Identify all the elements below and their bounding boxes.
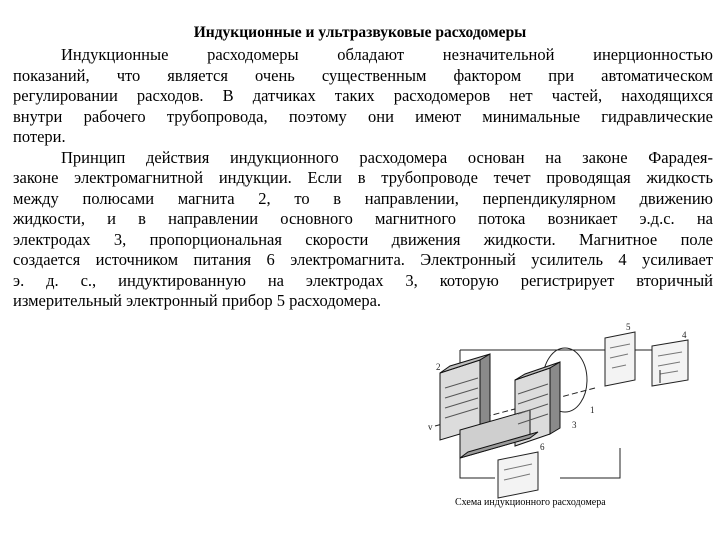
- label-3: 3: [572, 420, 577, 430]
- text-line: электродах 3, пропорциональная скорости движения жидкости. Магнитное поле: [13, 229, 713, 249]
- label-v: v: [428, 422, 433, 432]
- figure-caption: Схема индукционного расходомера: [455, 497, 606, 508]
- page-title: Индукционные и ультразвуковые расходомеры: [193, 24, 527, 41]
- text-line: Принцип действия индукционного расходомера основан на законе Фарадея-: [61, 147, 713, 167]
- label-1: 1: [590, 405, 595, 415]
- text-line: потери.: [13, 127, 66, 146]
- paragraph-1: [13, 45, 713, 148]
- paragraph-2: [13, 148, 713, 312]
- label-2: 2: [436, 362, 441, 372]
- label-5: 5: [626, 322, 631, 332]
- text-line: создается источником питания 6 электромагнита. Электронный усилитель 4 усиливает: [13, 250, 713, 269]
- label-6: 6: [540, 442, 545, 452]
- text-line: между полюсами магнита 2, то в направлении, перпендикулярном движению: [13, 188, 713, 208]
- text-line: законе электромагнитной индукции. Если в трубопроводе течет проводящая жидкость: [13, 168, 713, 187]
- body-text: [13, 45, 713, 312]
- text-line: внутри рабочего трубопровода, поэтому они имеют минимальные гидравлические: [13, 106, 713, 126]
- text-line: э. д. с., индуктированную на электродах 3, которую регистрирует вторичный: [13, 270, 713, 290]
- text-line: регулировании расходов. В датчиках таких расходомеров нет частей, находящихся: [13, 86, 713, 105]
- instrument-5-box: [605, 332, 635, 386]
- amplifier-4-box: [652, 340, 688, 386]
- text-line: Индукционные расходомеры обладают незначительной инерционностью: [61, 45, 713, 64]
- text-line: измерительный электронный прибор 5 расходомера.: [13, 291, 382, 310]
- power-source-6-box: [498, 452, 538, 498]
- text-line: показаний, что является очень существенным фактором при автоматическом: [13, 65, 713, 85]
- text-line: жидкости, и в направлении основного магнитного потока возникает э.д.с. на: [13, 209, 713, 228]
- label-4: 4: [682, 330, 687, 340]
